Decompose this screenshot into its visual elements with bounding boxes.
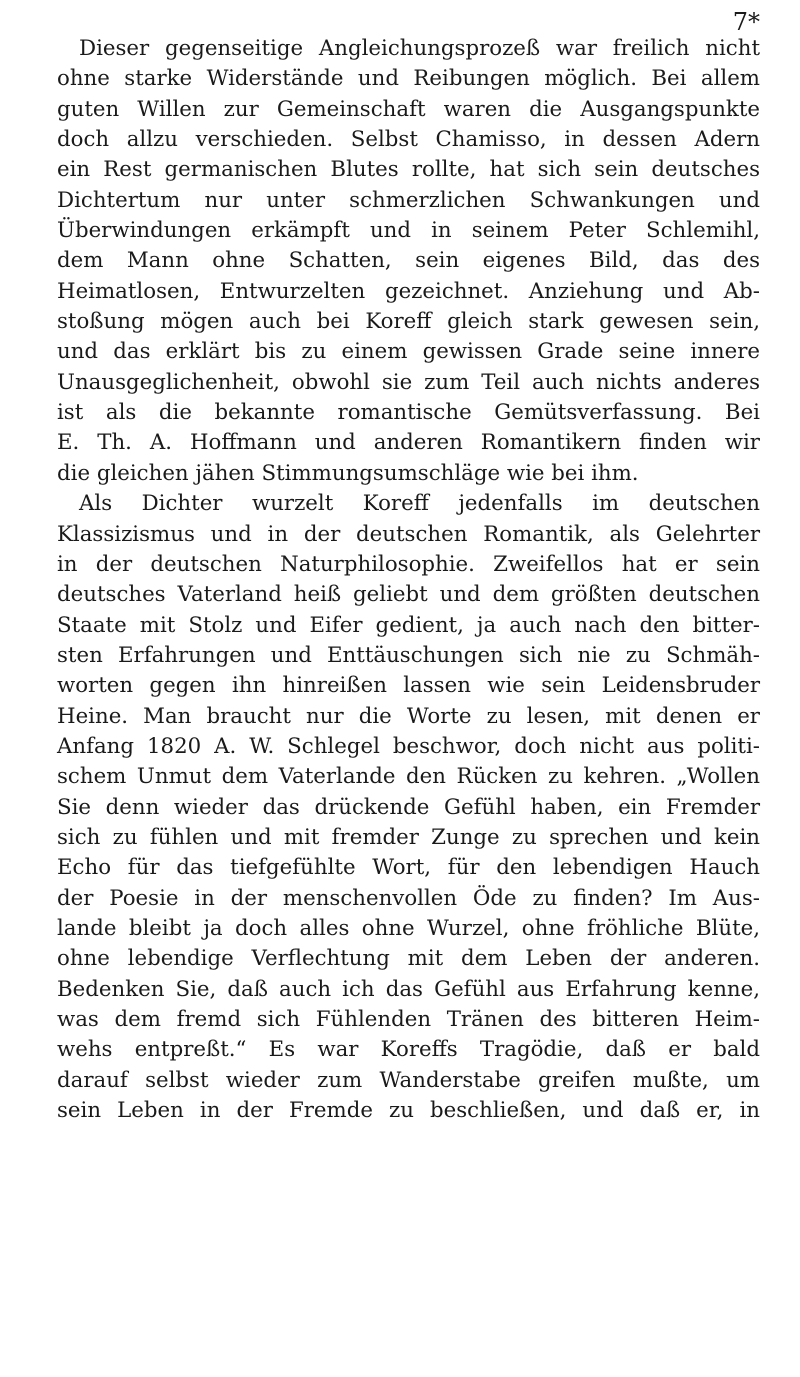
text-line: darauf selbst wieder zum Wanderstabe greifen mußte, um [57, 1067, 760, 1093]
text-line: Sie denn wieder das drückende Gefühl haben, ein Fremder [57, 794, 760, 820]
text-line: ein Rest germanischen Blutes rollte, hat sich sein deutsches [57, 157, 760, 183]
text-line: Dichtertum nur unter schmerzlichen Schwankungen und [57, 187, 760, 213]
text-line: in der deutschen Naturphilosophie. Zweifellos hat er sein [57, 551, 760, 577]
text-line: Heimatlosen, Entwurzelten gezeichnet. Anziehung und Ab- [57, 278, 760, 304]
text-line: Staate mit Stolz und Eifer gedient, ja auch nach den bitter- [57, 612, 760, 638]
text-line: Echo für das tiefgefühlte Wort, für den lebendigen Hauch [57, 855, 760, 881]
text-line: die gleichen jähen Stimmungsumschläge wie bei ihm. [57, 460, 639, 486]
text-line: schem Unmut dem Vaterlande den Rücken zu kehren. „Wollen [57, 764, 760, 790]
text-line: was dem fremd sich Fühlenden Tränen des bitteren Heim- [57, 1007, 760, 1032]
text-line: dem Mann ohne Schatten, sein eigenes Bild, das des [57, 248, 760, 274]
text-line: ohne starke Widerstände und Reibungen möglich. Bei allem [57, 66, 760, 92]
paragraph-1 [57, 34, 760, 489]
text-line: ist als die bekannte romantische Gemütsverfassung. Bei [57, 400, 760, 426]
paragraph-2 [57, 489, 760, 1126]
text-line: ohne lebendige Verflechtung mit dem Leben der anderen. [57, 946, 760, 972]
text-line: Anfang 1820 A. W. Schlegel beschwor, doch nicht aus politi- [57, 733, 760, 759]
text-line: stoßung mögen auch bei Koreff gleich stark gewesen sein, [57, 309, 760, 335]
text-line: Als Dichter wurzelt Koreff jedenfalls im deutschen [79, 491, 760, 517]
text-body [57, 34, 760, 1126]
text-line: sten Erfahrungen und Enttäuschungen sich nie zu Schmäh- [57, 642, 760, 668]
text-line: sich zu fühlen und mit fremder Zunge zu sprechen und kein [57, 824, 760, 850]
text-line: Heine. Man braucht nur die Worte zu lesen, mit denen er [57, 703, 760, 729]
text-line: E. Th. A. Hoffmann und anderen Romantikern finden wir [57, 430, 760, 456]
text-line: doch allzu verschieden. Selbst Chamisso, in dessen Adern [57, 127, 760, 153]
text-line: sein Leben in der Fremde zu beschließen, und daß er, in [57, 1098, 760, 1124]
text-line: lande bleibt ja doch alles ohne Wurzel, ohne fröhliche Blüte, [57, 915, 760, 941]
text-line: der Poesie in der menschenvollen Öde zu finden? Im Aus- [57, 885, 760, 911]
text-line: Bedenken Sie, daß auch ich das Gefühl aus Erfahrung kenne, [57, 976, 760, 1002]
text-line: Klassizismus und in der deutschen Romantik, als Gelehrter [57, 521, 760, 547]
page-number: 7* [732, 8, 760, 36]
text-line: und das erklärt bis zu einem gewissen Grade seine innere [57, 339, 760, 365]
text-line: Dieser gegenseitige Angleichungsprozeß war freilich nicht [79, 36, 760, 61]
text-line: Unausgeglichenheit, obwohl sie zum Teil auch nichts anderes [57, 369, 760, 395]
text-line: worten gegen ihn hinreißen lassen wie sein Leidensbruder [57, 673, 760, 699]
text-line: wehs entpreßt.“ Es war Koreffs Tragödie, daß er bald [57, 1037, 760, 1063]
text-line: guten Willen zur Gemeinschaft waren die Ausgangspunkte [57, 96, 760, 122]
text-line: deutsches Vaterland heiß geliebt und dem größten deutschen [57, 582, 760, 608]
text-line: Überwindungen erkämpft und in seinem Peter Schlemihl, [57, 218, 760, 244]
